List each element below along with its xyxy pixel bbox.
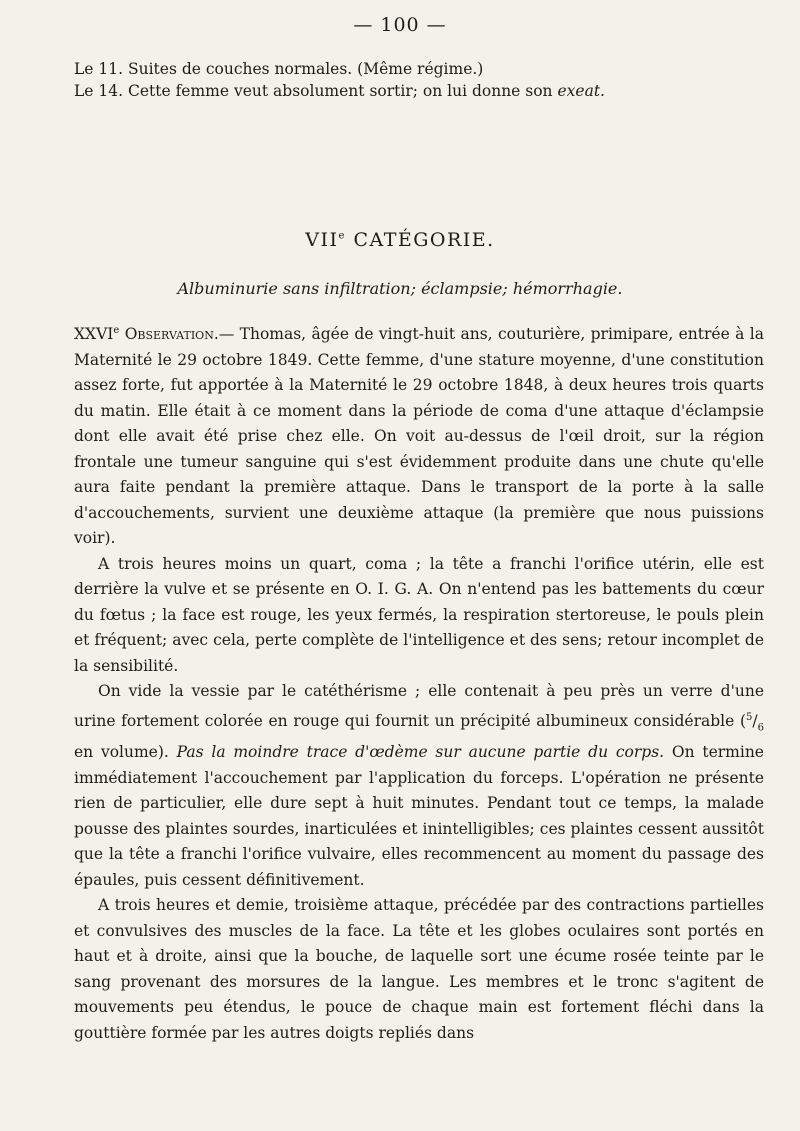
daily-notes [74, 58, 764, 102]
observation-number: XXVI [74, 325, 114, 344]
note-text: Cette femme veut absolument sortir; on lui donne son [127, 82, 553, 100]
note-line [74, 80, 764, 102]
observation-paragraph: On vide la vessie par le catéthérisme ; elle contenait à peu près un verre d'une urine fortement colorée en rouge qui fournit un précipité albumineux considérable ($^5/_6$ en volume). Pas la moindre trace d'œdème sur aucune partie du corps. On termine immédiatement l'accouchement par l'application du forceps. L'opération ne présente rien de particulier, elle dure sept à huit minutes. Pendant tout ce temps, la malade pousse des plaintes sourdes, inarticulées et inintelligibles; ces plaintes cessent aussitôt que la tête a franchi l'orifice vulvaire, elles recommencent au moment du passage des épaules, puis cessent définitivement. [74, 682, 764, 889]
note-text: Suites de couches normales. (Même régime.) [127, 60, 484, 78]
fraction-denominator: 6 [757, 721, 764, 733]
observation-body [74, 318, 764, 1046]
page-number: — 100 — [353, 14, 447, 36]
chapter-heading [0, 229, 800, 251]
observation-paragraph: A trois heures et demie, troisième attaque, précédée par des contractions partielles et convulsives des muscles de la face. La tête et les globes oculaires sont portés en haut et à droite, ainsi que la bouche, de laquelle sort une écume rosée teinte par le sang provenant des morsures de la langue. Les membres et le tronc s'agitent de mouvements peu étendus, le pouce de chaque main est fortement fléchi dans la gouttière formée par les autres doigts repliés dans [74, 896, 764, 1042]
chapter-subtitle: Albuminurie sans infiltration; éclampsie; hémorrhagie. [177, 279, 623, 298]
chapter-number-sup: e [338, 230, 346, 242]
paragraph-text: On termine immédiatement l'accouchement par l'application du forceps. L'opération ne présente rien de particulier, elle dure sept à huit minutes. Pendant tout ce temps, la malade pousse des plaintes sourdes, inarticulées et inintelligibles; ces plaintes cessent aussitôt que la tête a franchi l'orifice vulvaire, elles recommencent au moment du passage des épaules, puis cessent définitivement. [74, 743, 764, 889]
paragraph-text: en volume). [74, 743, 169, 762]
paragraph-text: On vide la vessie par le catéthérisme ; elle contenait à peu près un verre d'une urine fortement colorée en rouge qui fournit un précipité albumineux considérable ( [74, 682, 764, 730]
note-date: Le 11. [74, 60, 124, 78]
paragraph-italic: Pas la moindre trace d'œdème sur aucune partie du corps. [176, 743, 665, 762]
observation-intro: — Thomas, âgée de vingt-huit ans, couturière, primipare, entrée à la Maternité le 29 octobre 1849. Cette femme, d'une stature moyenne, d'une constitution assez forte, fut apportée à la Maternité le 29 octobre 1848, à deux heures trois quarts du matin. Elle était à ce moment dans la période de coma d'une attaque d'éclampsie dont elle avait été prise chez elle. On voit au-dessus de l'œil droit, sur la région frontale une tumeur sanguine qui s'est évidemment produite dans une chute qu'elle aura faite pendant la première attaque. Dans le transport de la porte à la salle d'accouchements, survient une deuxième attaque (la première que nous puissions voir). [74, 325, 764, 548]
observation-number-sup: e [113, 325, 120, 336]
note-italic: exeat. [557, 82, 605, 100]
note-date: Le 14. [74, 82, 124, 100]
note-line [74, 58, 764, 80]
observation-paragraph [74, 318, 764, 552]
chapter-number: VII [305, 229, 339, 251]
chapter-title: CATÉGORIE. [353, 229, 495, 251]
observation-label: Observation. [124, 325, 219, 344]
fraction-numerator: 5 [746, 711, 753, 723]
observation-paragraph: A trois heures moins un quart, coma ; la tête a franchi l'orifice utérin, elle est derrière la vulve et se présente en O. I. G. A. On n'entend pas les battements du cœur du fœtus ; la face est rouge, les yeux fermés, la respiration stertoreuse, le pouls plein et fréquent; avec cela, perte complète de l'intelligence et des sens; retour incomplet de la sensibilité. [74, 554, 764, 675]
